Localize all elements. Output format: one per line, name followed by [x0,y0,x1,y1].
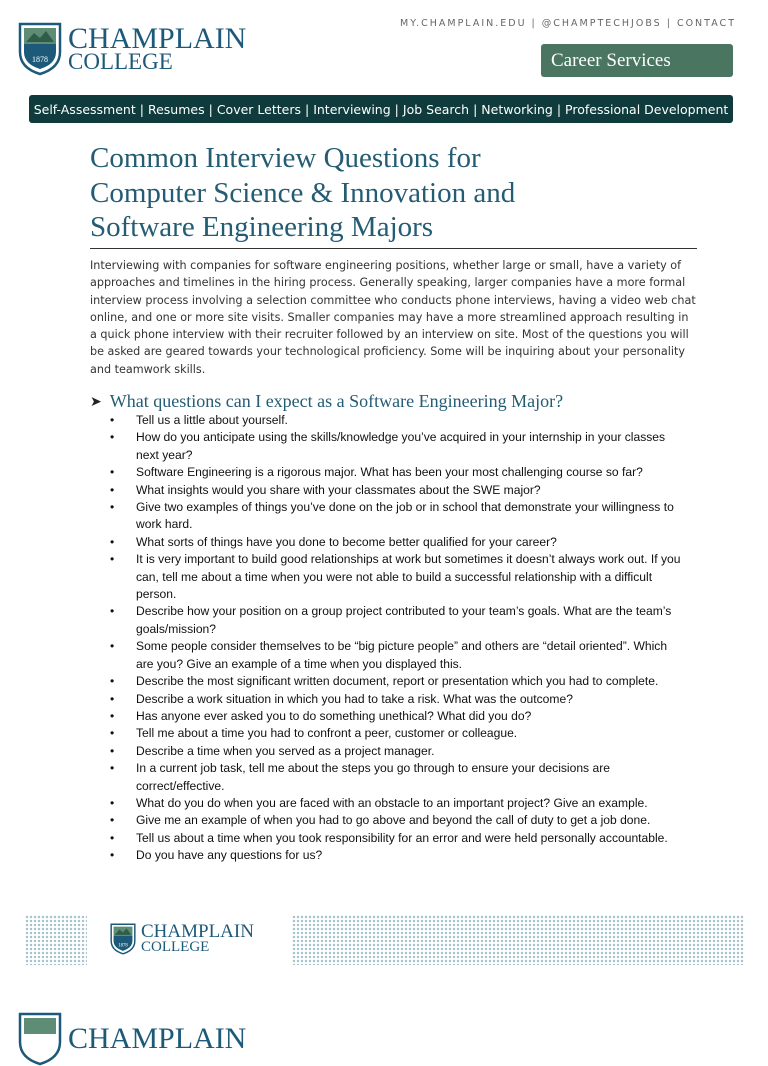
list-item: • In a current job task, tell me about the steps you go through to ensure your decisions are correct/effective. [110,760,685,795]
footer-dot-pattern-right [292,915,744,965]
career-services-badge[interactable]: Career Services [541,44,733,77]
list-item: • Has anyone ever asked you to do something unethical? What did you do? [110,708,685,725]
arrow-bullet-icon: ➤ [90,393,102,410]
college-shield-icon [110,923,136,955]
nav-separator: | [556,101,562,117]
college-shield-icon [18,1012,62,1066]
champlain-college-logo[interactable] [18,22,246,76]
intro-paragraph: Interviewing with companies for software engineering positions, whether large or small, have a variety of approaches and timelines in the hiring process. Generally speaking, larger companies have a more formal interview process involving a selection committee who conducts phone interviews, having a video web chat online, and one or more site visits. Smaller companies may have a more streamlined approach resulting in a quick phone interview with their recruiter followed by an interview on site. Most of the questions you will be asked are geared towards your technological proficiency. Some will be inquiring about your personality and teamwork skills. [90,259,696,376]
footer-logo [110,923,254,955]
nav-professional-development[interactable]: Professional Development [565,101,729,117]
page-title [90,141,697,249]
section-heading [90,391,563,412]
list-item: • Describe a time when you served as a project manager. [110,743,685,760]
nav-separator: | [473,101,478,117]
list-item: • Tell me about a time you had to confront a peer, customer or colleague. [110,725,685,742]
list-item: • Describe a work situation in which you had to take a risk. What was the outcome? [110,691,685,708]
section-heading-text: What questions can I expect as a Software Engineering Major? [109,391,564,411]
footer-dot-pattern-left [25,915,87,965]
nav-separator: | [394,101,399,117]
nav-resumes[interactable]: Resumes [147,101,205,117]
next-page-logo-line-champlain: CHAMPLAIN [68,1021,247,1055]
nav-cover-letters[interactable]: Cover Letters [216,101,301,117]
list-item: • What sorts of things have you done to become better qualified for your career? [110,534,685,551]
logo-line-champlain: CHAMPLAIN [68,21,247,55]
nav-separator: | [304,101,310,117]
college-shield-icon [18,22,62,76]
shield-year: 1878 [32,55,48,64]
list-item: • Give me an example of when you had to go above and beyond the call of duty to get a job done. [110,812,685,829]
title-line-2: Computer Science & Innovation and [90,176,516,209]
list-item: • Describe the most significant written document, report or presentation which you had to complete. [110,673,685,690]
list-item: • It is very important to build good relationships at work but sometimes it doesn’t always work out. If you can, tell me about a time when you were not able to build a successful relationship with a difficult person. [110,551,685,603]
list-item: • What do you do when you are faced with an obstacle to an important project? Give an example. [110,795,685,812]
logo-line-college: COLLEGE [68,49,173,75]
list-item: • Software Engineering is a rigorous major. What has been your most challenging course so far? [110,464,685,481]
nav-job-search[interactable]: Job Search [402,101,470,117]
section-nav [29,95,733,123]
nav-self-assessment[interactable]: Self-Assessment [33,101,136,117]
list-item: • Some people consider themselves to be “big picture people” and others are “detail oriented”. Which are you? Give an example of a time when you displayed this. [110,638,685,673]
list-item: • What insights would you share with your classmates about the SWE major? [110,482,685,499]
footer-logo-line-champlain: CHAMPLAIN [141,921,254,943]
list-item: • Describe how your position on a group project contributed to your team’s goals. What are the team’s goals/mission? [110,603,685,638]
list-item: • Tell us a little about yourself. [110,412,685,429]
next-page-logo [18,1012,246,1066]
list-item: • Do you have any questions for us? [110,847,685,864]
title-line-3: Software Engineering Majors [90,211,434,243]
list-item: • Give two examples of things you’ve done on the job or in school that demonstrate your willingness to work hard. [110,499,685,534]
top-links[interactable]: MY.CHAMPLAIN.EDU | @CHAMPTECHJOBS | CONTACT [400,18,736,29]
title-line-1: Common Interview Questions for [90,142,481,174]
nav-networking[interactable]: Networking [481,101,553,117]
nav-interviewing[interactable]: Interviewing [313,101,391,117]
list-item: • How do you anticipate using the skills/knowledge you’ve acquired in your internship in your classes next year? [110,429,685,464]
shield-year: 1878 [118,943,128,949]
footer-logo-line-college: COLLEGE [141,938,210,955]
list-item: • Tell us about a time when you took responsibility for an error and were held personally accountable. [110,830,685,847]
nav-separator: | [139,101,144,117]
question-list [110,412,685,865]
nav-separator: | [208,101,213,117]
